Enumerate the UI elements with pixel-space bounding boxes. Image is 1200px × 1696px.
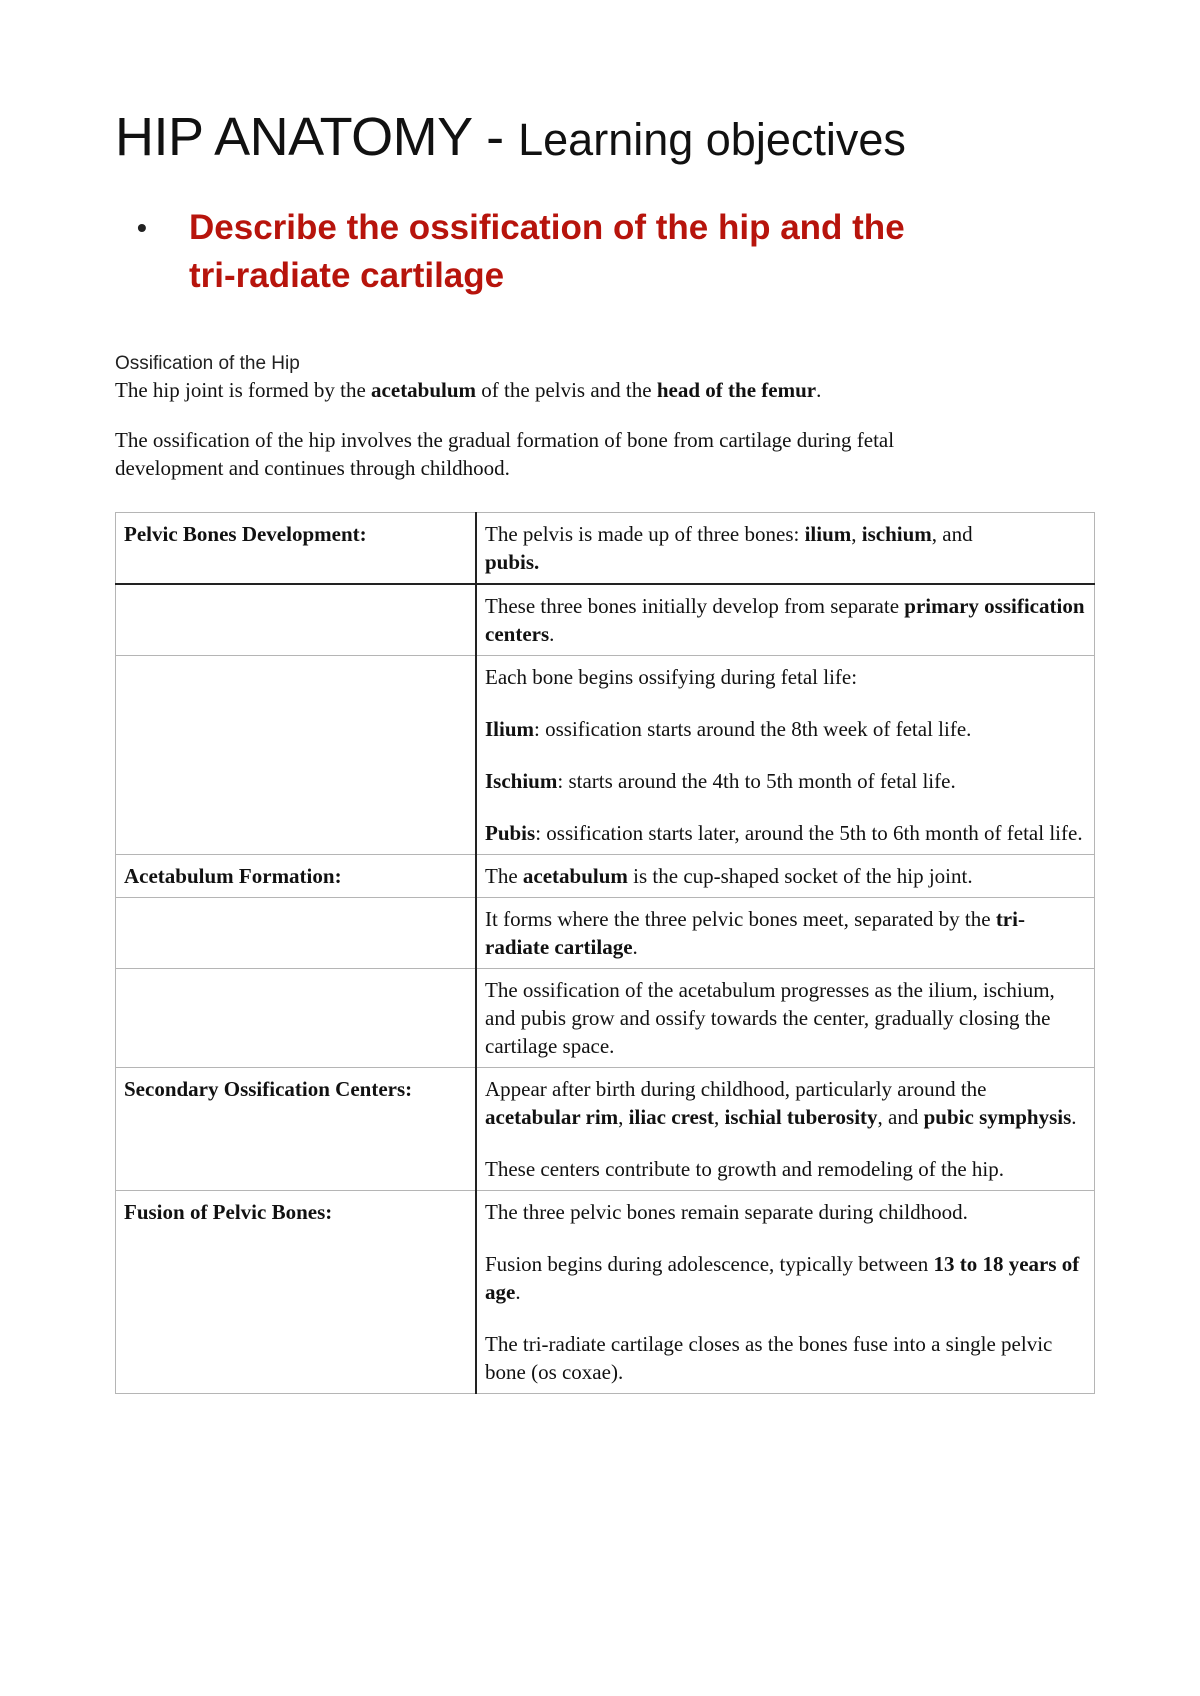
bold-term: tri-radiate cartilage: [485, 907, 1025, 959]
text-paragraph: [485, 715, 1086, 743]
bold-term: acetabular rim: [485, 1105, 619, 1129]
objective-line-2: tri-radiate cartilage: [189, 256, 505, 295]
table-row: [116, 1068, 1095, 1191]
text-paragraph: These centers contribute to growth and remodeling of the hip.: [485, 1157, 1005, 1181]
text-run: It forms where the three pelvic bones meet, separated by the: [485, 907, 996, 931]
intro-paragraph-1: [115, 376, 1095, 404]
table-row: [116, 656, 1095, 855]
text-run: , and: [931, 522, 973, 546]
row-label: Secondary Ossification Centers:: [116, 1068, 477, 1191]
row-content: [476, 513, 1095, 585]
text-run: The pelvis is made up of three bones:: [485, 522, 805, 546]
bold-term: pubic symphysis: [923, 1105, 1072, 1129]
text-run: : starts around the 4th to 5th month of fetal life.: [557, 769, 956, 793]
objective-line-1: Describe the ossification of the hip and the: [189, 208, 905, 247]
bold-term: head of the femur: [656, 378, 817, 402]
row-label-empty: [116, 898, 477, 969]
text-run: , and: [877, 1105, 924, 1129]
title-sub: Learning objectives: [518, 114, 906, 165]
row-label-empty: [116, 584, 477, 656]
page-title: [115, 107, 1095, 167]
bold-term: primary ossification centers: [485, 594, 1085, 646]
row-content: [476, 898, 1095, 969]
bold-term: acetabulum: [522, 864, 628, 888]
intro-paragraph-2: [115, 426, 1095, 482]
text-paragraph: The tri-radiate cartilage closes as the bones fuse into a single pelvic bone (os coxae).: [485, 1332, 1053, 1384]
title-main: HIP ANATOMY -: [115, 107, 519, 167]
bold-term: ischium: [861, 522, 932, 546]
bold-term: 13 to 18 years of age: [485, 1252, 1080, 1304]
text-run: These three bones initially develop from separate: [485, 594, 905, 618]
text-run: development and continues through childhood.: [115, 456, 510, 480]
row-content: [476, 1068, 1095, 1191]
text-run: .: [515, 1280, 521, 1304]
table-row: [116, 513, 1095, 585]
bold-term: Ilium: [485, 717, 535, 741]
row-content: [476, 1191, 1095, 1394]
table-row: [116, 855, 1095, 898]
text-run: Fusion begins during adolescence, typically between: [485, 1252, 934, 1276]
table-row: [116, 1191, 1095, 1394]
text-paragraph: The three pelvic bones remain separate during childhood.: [485, 1200, 968, 1224]
section-heading: Ossification of the Hip: [115, 353, 300, 374]
text-paragraph: [485, 1075, 1086, 1131]
text-run: : ossification starts later, around the 5th to 6th month of fetal life.: [535, 821, 1083, 845]
text-paragraph: [485, 1250, 1086, 1306]
row-content: [476, 584, 1095, 656]
bold-term: pubis.: [485, 550, 540, 574]
row-label: Fusion of Pelvic Bones:: [116, 1191, 477, 1394]
bold-term: iliac crest: [628, 1105, 714, 1129]
text-run: : ossification starts around the 8th week of fetal life.: [534, 717, 972, 741]
text-run: Appear after birth during childhood, particularly around the: [485, 1077, 987, 1101]
text-run: .: [816, 378, 822, 402]
bold-term: acetabulum: [371, 378, 477, 402]
table-row: [116, 584, 1095, 656]
table-row: [116, 969, 1095, 1068]
row-content: [476, 656, 1095, 855]
text-run: The hip joint is formed by the: [115, 378, 372, 402]
text-run: The: [485, 864, 523, 888]
text-paragraph: Each bone begins ossifying during fetal life:: [485, 665, 858, 689]
bold-term: Ischium: [485, 769, 558, 793]
text-run: The ossification of the hip involves the gradual formation of bone from cartilage during fetal: [115, 428, 895, 452]
row-label: Acetabulum Formation:: [116, 855, 477, 898]
row-content: The ossification of the acetabulum progresses as the ilium, ischium, and pubis grow and ossify towards the center, gradually closing the cartilage space.: [476, 969, 1095, 1068]
text-run: .: [632, 935, 638, 959]
row-content: [476, 855, 1095, 898]
bold-term: ischial tuberosity: [724, 1105, 878, 1129]
row-label-empty: [116, 969, 477, 1068]
text-run: ,: [714, 1105, 725, 1129]
text-run: ,: [851, 522, 862, 546]
learning-objective: [115, 204, 1095, 300]
text-run: is the cup-shaped socket of the hip joint.: [627, 864, 973, 888]
bold-term: Pubis: [485, 821, 536, 845]
bullet-icon: •: [137, 212, 147, 243]
row-label-empty: [116, 656, 477, 855]
ossification-table: [115, 512, 1095, 1394]
text-paragraph: [485, 767, 1086, 795]
text-run: .: [1071, 1105, 1077, 1129]
text-run: ,: [618, 1105, 629, 1129]
text-run: .: [549, 622, 555, 646]
text-run: of the pelvis and the: [476, 378, 657, 402]
row-label: Pelvic Bones Development:: [116, 513, 477, 585]
document-page: [115, 107, 1095, 1394]
table-row: [116, 898, 1095, 969]
bold-term: ilium: [804, 522, 852, 546]
text-paragraph: [485, 819, 1086, 847]
